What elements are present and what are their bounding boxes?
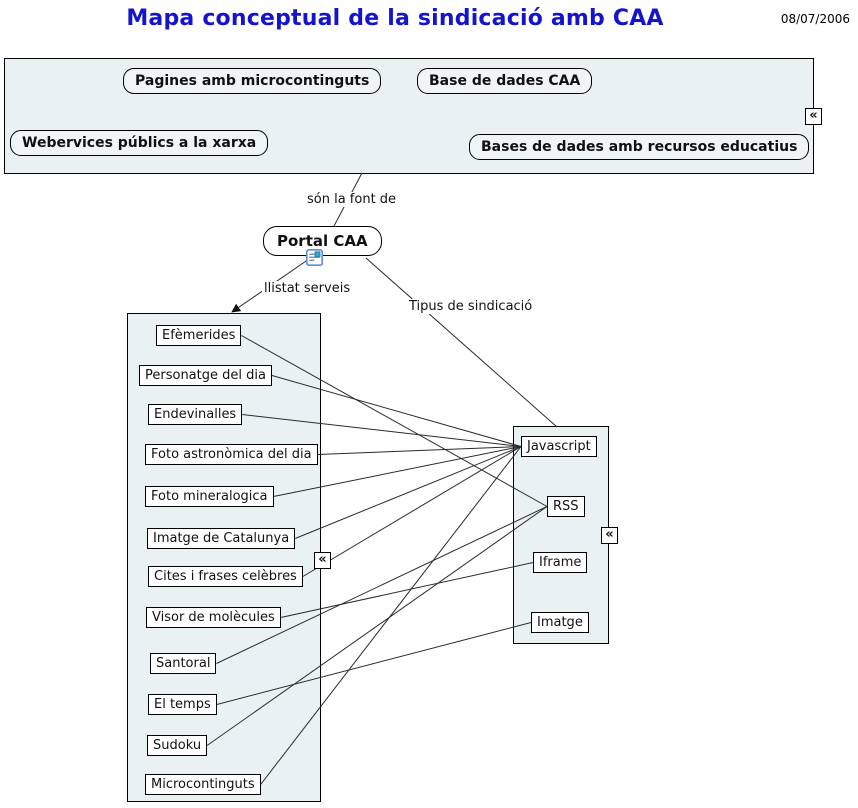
portal-caa-node[interactable]: Portal CAA xyxy=(263,226,382,256)
edge-visor-to-iframe xyxy=(281,563,533,618)
service-node-cites-i-frases[interactable]: Cites i frases celèbres xyxy=(148,566,303,587)
collapse-chevrons-icon[interactable]: « xyxy=(314,552,331,569)
service-node-imatge-de-catalunya[interactable]: Imatge de Catalunya xyxy=(147,528,295,549)
edge-label-llistat-serveis: llistat serveis xyxy=(264,281,351,296)
edge-portal-to-types xyxy=(366,258,557,427)
edge-label-son-la-font-de: són la font de xyxy=(307,192,397,207)
service-node-efemerides[interactable]: Efèmerides xyxy=(156,325,241,346)
collapse-chevrons-icon[interactable]: « xyxy=(805,108,822,125)
page-title: Mapa conceptual de la sindicació amb CAA xyxy=(126,6,664,31)
service-node-foto-mineralogica[interactable]: Foto mineralogica xyxy=(145,486,274,507)
source-node-webservices[interactable]: Webervices públics a la xarxa xyxy=(10,130,268,156)
service-node-endevinalles[interactable]: Endevinalles xyxy=(148,404,242,425)
service-node-visor-de-molecules[interactable]: Visor de molècules xyxy=(146,607,281,628)
edge-microcontinguts-to-javascript xyxy=(261,447,521,785)
type-node-javascript[interactable]: Javascript xyxy=(521,436,597,457)
edge-cites-to-javascript xyxy=(303,447,521,577)
edge-efemerides-to-rss xyxy=(241,336,547,507)
type-node-rss[interactable]: RSS xyxy=(547,496,585,517)
edge-label-tipus-de-sindicacio: Tipus de sindicació xyxy=(409,299,533,314)
edge-imatge-catalunya-to-javascript xyxy=(295,447,521,539)
service-node-microcontinguts[interactable]: Microcontinguts xyxy=(145,774,261,795)
source-node-bases-recursos-educatius[interactable]: Bases de dades amb recursos educatius xyxy=(469,134,809,160)
edge-endevinalles-to-javascript xyxy=(242,415,521,447)
type-node-imatge[interactable]: Imatge xyxy=(531,612,589,633)
service-node-el-temps[interactable]: El temps xyxy=(148,694,217,715)
edge-personatge-to-javascript xyxy=(272,376,521,447)
edge-foto-astronomica-to-javascript xyxy=(318,447,521,455)
service-node-personatge-del-dia[interactable]: Personatge del dia xyxy=(139,365,272,386)
edge-el-temps-to-imatge xyxy=(217,623,531,705)
source-node-pagines-microcontinguts[interactable]: Pagines amb microcontinguts xyxy=(123,68,381,94)
service-node-foto-astronomica[interactable]: Foto astronòmica del dia xyxy=(145,444,318,465)
collapse-chevrons-icon[interactable]: « xyxy=(601,527,618,544)
date-stamp: 08/07/2006 xyxy=(780,12,850,26)
source-node-base-dades-caa[interactable]: Base de dades CAA xyxy=(417,68,592,94)
type-node-iframe[interactable]: Iframe xyxy=(533,552,587,573)
document-with-image-icon[interactable] xyxy=(306,249,323,266)
service-node-sudoku[interactable]: Sudoku xyxy=(147,735,207,756)
service-node-santoral[interactable]: Santoral xyxy=(150,653,216,674)
